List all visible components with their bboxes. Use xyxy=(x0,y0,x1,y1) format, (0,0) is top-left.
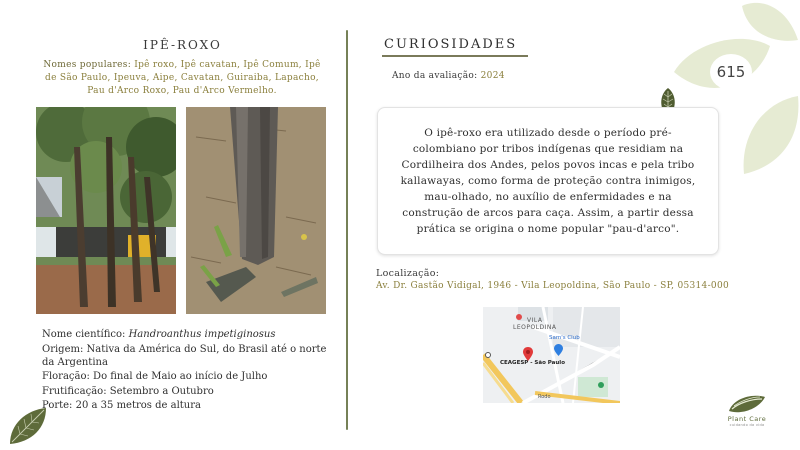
tree-trunk-photo xyxy=(186,107,326,314)
origin-row xyxy=(42,343,332,369)
fruiting-label: Frutificação: xyxy=(42,385,107,397)
origin-value: Nativa da América do Sul, do Brasil até o norte da Argentina xyxy=(42,343,327,368)
curiosity-card xyxy=(377,107,719,255)
shopping-pin-icon xyxy=(554,344,563,356)
scientific-name-row xyxy=(42,328,332,341)
map-poi-market: CEAGESP - São Paulo xyxy=(500,360,565,366)
popular-names xyxy=(36,59,328,98)
logo-name: Plant Care xyxy=(727,415,767,423)
flowering-row xyxy=(42,370,332,383)
logo-tagline: cuidando da vida xyxy=(729,423,765,427)
curiosity-text: O ipê-roxo era utilizado desde o período pré-colombiano por tribos indígenas que residiam na Cordilheira dos Andes, pelos povos incas e pela tribo kallawayas, como forma de proteção contra inimigos, mau-olhado, no auxílio de enfermidades e na construção de arcos para caça. Assim, a partir dessa prática se origina o nome popular "pau-d'arco". xyxy=(400,127,696,235)
species-info xyxy=(42,328,332,414)
location-label: Localização: xyxy=(376,268,440,279)
column-divider xyxy=(346,30,348,430)
tree-number-badge: 615 xyxy=(710,54,752,90)
size-row xyxy=(42,399,332,412)
fruiting-value: Setembro a Outubro xyxy=(109,385,214,397)
map-pin-icon xyxy=(523,347,533,361)
plant-care-logo xyxy=(717,393,777,427)
popular-names-label: Nomes populares: xyxy=(43,60,132,70)
curiosities-title: CURIOSIDADES xyxy=(384,37,518,52)
location-address[interactable]: Av. Dr. Gastão Vidigal, 1946 - Vila Leopoldina, São Paulo - SP, 05314-000 xyxy=(376,281,729,291)
map-district-line2: LEOPOLDINA xyxy=(513,324,557,331)
flowering-label: Floração: xyxy=(42,371,90,382)
map-road-label: Rodo xyxy=(538,394,551,400)
scientific-name-label: Nome científico: xyxy=(42,329,126,340)
leaf-decor-right-icon xyxy=(740,94,800,176)
evaluation-year-value: 2024 xyxy=(480,71,505,81)
species-title: IPÊ-ROXO xyxy=(143,38,222,52)
popular-names-value: Ipê roxo, Ipê cavatan, Ipê Comum, Ipê de São Paulo, Ipeuva, Aipe, Cavatan, Guiraiba, Lapacho, Pau d'Arco Roxo, Pau d'Arco Vermelho. xyxy=(45,60,321,96)
evaluation-year xyxy=(392,71,505,81)
location-map[interactable] xyxy=(483,307,620,403)
size-value: 20 a 35 metros de altura xyxy=(75,400,201,411)
size-label: Porte: xyxy=(42,400,73,411)
curiosities-underline xyxy=(382,55,528,57)
map-district-line1: VILA xyxy=(527,317,543,324)
fruiting-row xyxy=(42,385,332,398)
evaluation-year-label: Ano da avaliação: xyxy=(392,71,478,81)
flowering-value: Do final de Maio ao início de Julho xyxy=(93,371,268,382)
origin-label: Origem: xyxy=(42,343,84,355)
scientific-name-value: Handroanthus impetiginosus xyxy=(128,329,276,340)
map-poi-club: Sam's Club xyxy=(549,335,580,341)
plant-care-logo-icon xyxy=(727,393,767,415)
tree-photo-park xyxy=(36,107,176,314)
